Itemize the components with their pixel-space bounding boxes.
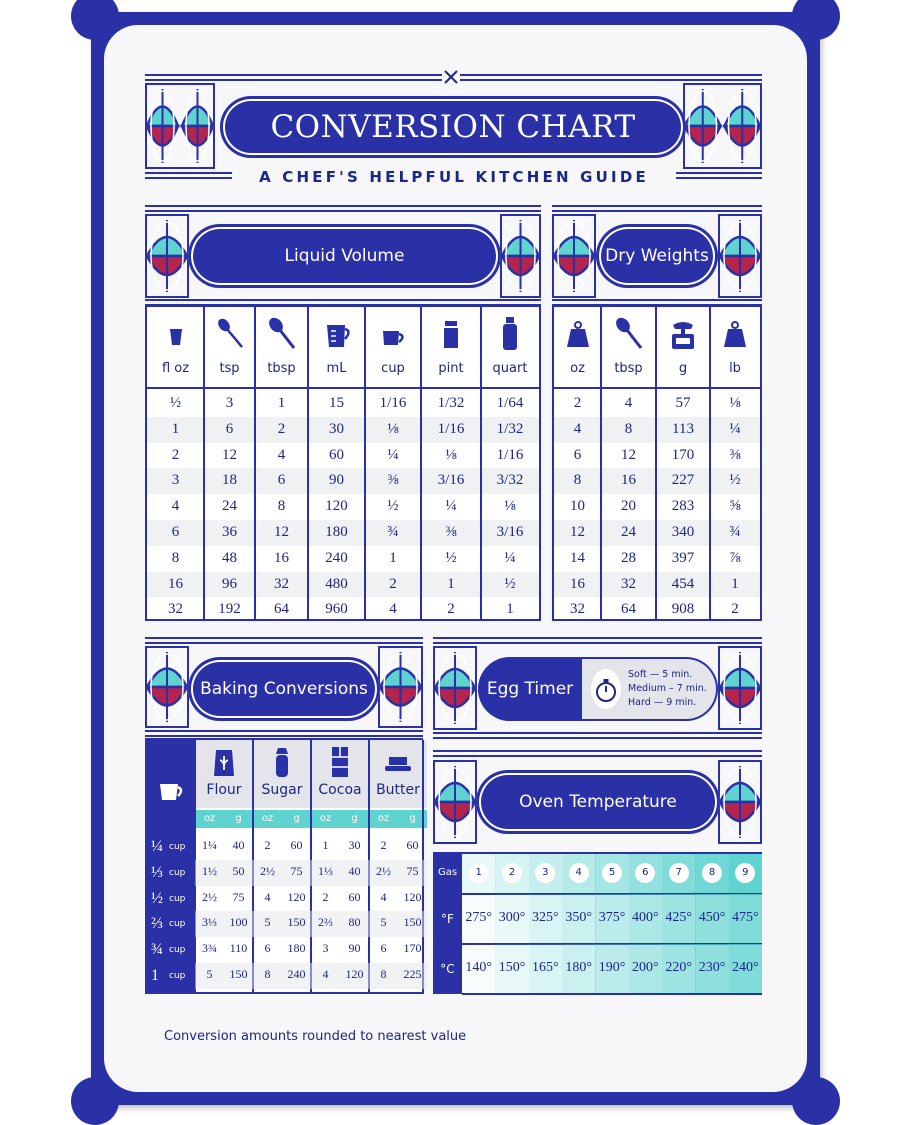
page-subtitle: A CHEF'S HELPFUL KITCHEN GUIDE: [232, 168, 676, 186]
table-cell: 1/32: [496, 420, 524, 437]
ornament-graphic: [500, 214, 541, 298]
baking-cell: 60: [406, 838, 419, 852]
table-cell: ¼: [729, 420, 741, 437]
ingredient-name: Cocoa: [318, 782, 362, 798]
unit-label: oz: [369, 810, 398, 828]
table-cell: 16: [168, 575, 183, 592]
ornament-graphic: [433, 760, 477, 844]
table-cell: 2: [171, 446, 180, 463]
column-divider: [307, 307, 309, 619]
table-cell: ½: [504, 575, 516, 592]
column-divider: [600, 307, 602, 619]
table-cell: 16: [621, 472, 636, 489]
oven-row-label: Gas: [437, 867, 458, 878]
liquid-volume-table: [145, 305, 541, 621]
table-cell: ¼: [445, 498, 457, 515]
measuring-jug-icon: [321, 315, 353, 351]
table-cell: ⅞: [729, 549, 741, 566]
baking-cell: 2½: [376, 863, 391, 878]
baking-cell: 110: [229, 941, 248, 956]
baking-cell: 150: [287, 915, 306, 930]
baking-cell: 2: [322, 889, 329, 904]
table-cell: 6: [573, 446, 582, 463]
baking-cell: 8: [380, 967, 387, 981]
table-cell: 227: [671, 472, 695, 489]
table-cell: 1: [277, 395, 286, 411]
table-cell: 240: [325, 549, 348, 566]
baking-cell: 225: [403, 967, 422, 981]
table-cell: 16: [570, 575, 585, 592]
egg-hard: Hard — 9 min.: [628, 697, 697, 708]
dry-ornament-right: [718, 214, 762, 298]
table-cell: 1: [447, 575, 455, 592]
baking-cell: 5: [264, 915, 271, 930]
table-cell: 2: [573, 395, 582, 411]
table-cell: 12: [222, 446, 237, 463]
table-cell: 340: [671, 524, 695, 540]
column-header: cup: [381, 361, 405, 376]
unit-label: g: [224, 810, 253, 828]
table-cell: ½: [445, 549, 457, 566]
table-cell: 908: [671, 601, 695, 618]
pint-glass-icon: [435, 315, 467, 351]
table-cell: 16: [274, 549, 289, 566]
table-cell: 8: [277, 498, 286, 515]
table-cell: ⅛: [729, 395, 741, 411]
baking-cell: 180: [287, 941, 306, 956]
cup-unit: cup: [169, 867, 186, 878]
table-cell: 1/16: [496, 446, 524, 463]
table-cell: 1: [171, 420, 180, 437]
table-cell: 192: [218, 601, 241, 618]
celsius-value: 240°: [732, 960, 759, 975]
column-divider: [364, 307, 366, 619]
cup-fraction: ¾: [151, 941, 163, 959]
cup-unit: cup: [169, 893, 186, 904]
fahrenheit-value: 475°: [732, 910, 759, 925]
oven-row-label: °F: [441, 912, 454, 926]
baking-cell: 2½: [202, 889, 217, 904]
celsius-value: 230°: [698, 960, 726, 975]
table-cell: 1: [731, 575, 739, 592]
unit-label: oz: [195, 810, 224, 828]
table-cell: 36: [222, 524, 237, 540]
cup-unit: cup: [169, 842, 186, 852]
unit-label: oz: [311, 810, 340, 828]
oven-top-rule: [433, 852, 762, 854]
table-cell: ⅛: [445, 446, 457, 463]
header-ornament-right: [683, 83, 762, 169]
table-cell: 454: [671, 575, 695, 592]
table-cell: ⅝: [729, 498, 741, 515]
table-cell: 12: [274, 524, 289, 540]
fahrenheit-value: 375°: [598, 910, 626, 925]
table-cell: 4: [624, 395, 633, 411]
table-cell: 32: [621, 575, 636, 592]
table-cell: 32: [168, 601, 183, 618]
cup-fraction: ⅔: [151, 915, 163, 933]
ornament-graphic: [145, 214, 189, 298]
fahrenheit-value: 300°: [498, 910, 526, 925]
table-cell: 24: [621, 524, 636, 540]
dry-weights-banner: [596, 224, 718, 288]
gas-mark: 1: [469, 863, 489, 883]
celsius-value: 140°: [465, 960, 492, 975]
ornament-graphic: [718, 214, 762, 298]
ornament-graphic: [718, 760, 762, 844]
sugar-shaker-icon: [266, 744, 298, 780]
column-header: tbsp: [614, 361, 643, 376]
baking-cell: 2: [264, 838, 271, 852]
table-cell: 30: [329, 420, 344, 437]
table-cell: 8: [624, 420, 633, 437]
table-cell: 4: [573, 420, 582, 437]
unit-label: g: [340, 810, 369, 828]
table-cell: ¼: [387, 446, 399, 463]
column-header: g: [678, 361, 688, 376]
table-cell: 120: [325, 498, 348, 515]
gas-mark: 5: [602, 863, 622, 883]
table-cell: ¼: [504, 549, 516, 566]
baking-cell: 2⅔: [318, 915, 333, 930]
table-cell: 2: [447, 601, 455, 618]
quart-bottle-icon: [494, 315, 526, 351]
table-cell: 2: [389, 575, 397, 592]
dry-ornament-left: [552, 214, 596, 298]
table-cell: 480: [325, 575, 348, 592]
shot-glass-icon: [160, 315, 192, 351]
table-cell: 6: [225, 420, 234, 437]
baking-cell: 120: [345, 967, 364, 981]
table-cell: 170: [671, 446, 695, 463]
baking-cell: 240: [287, 967, 306, 981]
table-cell: ¾: [729, 524, 741, 540]
oven-row-label: °C: [440, 962, 455, 976]
oven-ornament-left: [433, 760, 477, 844]
table-cell: ⅛: [387, 420, 399, 437]
table-cell: 3/32: [496, 472, 524, 489]
celsius-value: 180°: [565, 960, 592, 975]
table-cell: 1/64: [496, 395, 524, 411]
baking-ornament-left: [145, 646, 189, 728]
cup-unit: cup: [169, 919, 186, 930]
table-cell: 1: [506, 601, 514, 618]
oven-temperature-title: Oven Temperature: [519, 792, 677, 812]
fahrenheit-value: 350°: [565, 910, 592, 925]
oven-temperature-banner: [476, 770, 720, 834]
table-cell: 60: [329, 446, 344, 463]
unit-label: g: [398, 810, 427, 828]
fahrenheit-value: 400°: [632, 910, 659, 925]
egg-ornament-right: [718, 646, 762, 730]
ingredient-name: Butter: [376, 782, 420, 798]
table-cell: 18: [222, 472, 237, 489]
weight-icon: [562, 315, 594, 351]
baking-cell: 6: [264, 941, 271, 956]
baking-cell: 8: [264, 967, 271, 981]
celsius-value: 220°: [665, 960, 692, 975]
table-cell: 3: [171, 472, 180, 489]
table-cell: 3/16: [496, 524, 524, 540]
baking-cell: 75: [290, 863, 303, 878]
table-cell: ½: [169, 395, 182, 411]
table-cell: 4: [171, 498, 180, 515]
baking-cell: 40: [232, 838, 245, 852]
cup-fraction: ⅓: [151, 863, 163, 881]
fork-knife-icon: [442, 68, 460, 86]
baking-cell: 2: [380, 838, 387, 852]
column-header: tbsp: [267, 361, 296, 376]
column-divider: [480, 307, 482, 619]
table-cell: ½: [729, 472, 741, 489]
baking-conversions-table: [145, 738, 423, 994]
table-cell: 57: [675, 395, 691, 411]
baking-cell: 3⅓: [202, 915, 217, 930]
footer-note: Conversion amounts rounded to nearest value: [164, 1029, 467, 1044]
baking-cell: 4: [380, 889, 387, 904]
table-cell: 1/16: [437, 420, 465, 437]
table-cell: ⅜: [445, 524, 457, 540]
column-header: fl oz: [161, 361, 190, 376]
oven-ornament-right: [718, 760, 762, 844]
baking-cell: 1½: [202, 863, 217, 878]
baking-cell: 100: [229, 915, 248, 930]
table-cell: 14: [570, 549, 585, 566]
egg-soft: Soft — 5 min.: [628, 669, 693, 680]
table-cell: 64: [621, 601, 636, 618]
table-cell: 4: [389, 601, 397, 618]
baking-cell: 4: [322, 967, 329, 981]
baking-cell: 50: [232, 863, 245, 878]
kitchen-scale-icon: [667, 315, 699, 351]
baking-conversions-banner: [188, 657, 380, 721]
gas-mark: 6: [635, 863, 655, 883]
table-cell: 1: [389, 549, 397, 566]
header-ornament-left: [145, 83, 215, 169]
baking-cell: 60: [348, 889, 361, 904]
tablespoon-icon: [613, 315, 645, 351]
table-cell: 24: [222, 498, 237, 515]
cocoa-bar-icon: [324, 744, 356, 780]
table-cell: 180: [325, 524, 348, 540]
table-cell: 32: [570, 601, 585, 618]
baking-conversions-title: Baking Conversions: [200, 679, 368, 699]
cup-unit: cup: [169, 971, 186, 981]
liquid-volume-banner: [188, 224, 501, 288]
ingredient-name: Sugar: [261, 782, 303, 798]
celsius-value: 190°: [598, 960, 626, 975]
table-cell: 20: [621, 498, 636, 515]
table-cell: 2: [277, 420, 286, 437]
baking-cell: 80: [348, 915, 361, 930]
gas-mark: 2: [502, 863, 522, 883]
ornament-graphic: [145, 83, 215, 169]
table-cell: 113: [672, 420, 694, 437]
baking-bottom-rule: [145, 992, 423, 994]
weight-icon: [719, 315, 751, 351]
page-title: CONVERSION CHART: [270, 109, 636, 145]
baking-cell: 120: [403, 889, 422, 904]
baking-cell: 3¾: [202, 941, 217, 956]
baking-cell: 150: [403, 915, 422, 930]
table-cell: ⅜: [387, 472, 399, 489]
unit-label: g: [282, 810, 311, 828]
table-cell: 8: [573, 472, 582, 489]
gas-mark: 7: [669, 863, 689, 883]
baking-cell: 3: [322, 941, 329, 956]
table-cell: 960: [325, 601, 348, 618]
ingredient-name: Flour: [206, 782, 242, 798]
liquid-volume-title: Liquid Volume: [284, 246, 405, 266]
baking-cell: 75: [232, 889, 245, 904]
egg-ornament-left: [433, 646, 477, 730]
table-cell: 8: [171, 549, 180, 566]
table-cell: 64: [274, 601, 289, 618]
table-cell: 6: [171, 524, 180, 540]
column-divider: [203, 307, 205, 619]
celsius-value: 165°: [532, 960, 559, 975]
column-divider: [254, 307, 256, 619]
column-header: oz: [570, 361, 585, 376]
table-header-rule: [554, 387, 760, 389]
fahrenheit-value: 275°: [465, 910, 492, 925]
dry-weights-title: Dry Weights: [605, 246, 709, 266]
ornament-graphic: [552, 214, 596, 298]
baking-cell: 30: [348, 838, 361, 852]
teaspoon-icon: [214, 315, 246, 351]
baking-cell: 1: [322, 838, 329, 852]
table-cell: 3/16: [437, 472, 465, 489]
ornament-graphic: [145, 646, 189, 728]
column-header: pint: [438, 361, 464, 376]
baking-ornament-right: [378, 646, 423, 728]
gas-mark: 9: [735, 863, 755, 883]
oven-row-rule: [462, 993, 762, 995]
baking-cell: 1¼: [202, 838, 217, 852]
baking-cell: 40: [348, 863, 361, 878]
egg-stopwatch-icon: [588, 665, 624, 713]
table-cell: ⅛: [504, 498, 516, 515]
table-cell: 48: [222, 549, 237, 566]
baking-cell: 170: [403, 941, 422, 956]
baking-cell: 120: [287, 889, 306, 904]
dry-weights-table: [552, 305, 762, 621]
table-cell: 6: [277, 472, 286, 489]
baking-cell: 1⅓: [318, 863, 333, 878]
table-cell: 397: [671, 549, 695, 566]
baking-cell: 150: [229, 967, 248, 981]
baking-cell: 5: [206, 967, 213, 981]
column-header: mL: [326, 361, 347, 376]
egg-timer-title: Egg Timer: [486, 679, 574, 699]
egg-medium: Medium – 7 min.: [628, 683, 707, 694]
baking-cell: 90: [348, 941, 361, 956]
column-divider: [655, 307, 657, 619]
table-cell: 2: [731, 601, 739, 618]
gas-mark: 8: [702, 863, 722, 883]
cup-fraction: 1: [151, 967, 159, 984]
fahrenheit-value: 425°: [665, 910, 692, 925]
column-header: tsp: [219, 361, 240, 376]
cup-unit: cup: [169, 945, 186, 956]
baking-cell: 60: [290, 838, 303, 852]
butter-dish-icon: [382, 744, 414, 780]
gas-mark: 4: [569, 863, 589, 883]
column-header: lb: [729, 361, 741, 376]
table-cell: 15: [329, 395, 344, 411]
table-cell: 283: [671, 498, 695, 515]
table-cell: 10: [570, 498, 585, 515]
table-cell: ⅜: [729, 446, 741, 463]
baking-cell: 75: [406, 863, 419, 878]
ornament-graphic: [683, 83, 762, 169]
cup-baking-icon: [154, 772, 186, 808]
table-cell: 1/16: [379, 395, 407, 411]
title-banner: [220, 96, 686, 158]
fahrenheit-value: 325°: [532, 910, 559, 925]
ornament-graphic: [718, 646, 762, 730]
baking-cell: 4: [264, 889, 271, 904]
cup-fraction: ½: [151, 889, 163, 907]
baking-cell: 6: [380, 941, 387, 956]
table-cell: 4: [277, 446, 286, 463]
table-cell: 90: [329, 472, 344, 489]
fahrenheit-value: 450°: [698, 910, 726, 925]
flour-bag-icon: [208, 744, 240, 780]
column-header: quart: [492, 361, 528, 376]
unit-label: oz: [253, 810, 282, 828]
oven-temperature-table: [433, 852, 762, 994]
liquid-ornament-left: [145, 214, 189, 298]
cup-icon: [377, 315, 409, 351]
gas-mark: 3: [535, 863, 555, 883]
table-cell: 32: [274, 575, 289, 592]
table-cell: ¾: [387, 524, 399, 540]
egg-timer-banner: [478, 657, 718, 721]
column-divider: [709, 307, 711, 619]
table-cell: 12: [570, 524, 585, 540]
egg-timer-list: [628, 668, 707, 710]
column-divider: [420, 307, 422, 619]
celsius-value: 200°: [632, 960, 659, 975]
table-cell: 28: [621, 549, 636, 566]
baking-cell: 2½: [260, 863, 275, 878]
table-cell: 96: [222, 575, 237, 592]
table-cell: 12: [621, 446, 636, 463]
tablespoon-icon: [266, 315, 298, 351]
ornament-graphic: [378, 646, 423, 728]
table-cell: 3: [225, 395, 234, 411]
baking-cell: 5: [380, 915, 387, 930]
table-cell: ½: [387, 498, 399, 515]
celsius-value: 150°: [498, 960, 526, 975]
liquid-ornament-right: [500, 214, 541, 298]
ornament-graphic: [433, 646, 477, 730]
table-cell: 1/32: [437, 395, 465, 411]
cup-fraction: ¼: [151, 838, 163, 855]
